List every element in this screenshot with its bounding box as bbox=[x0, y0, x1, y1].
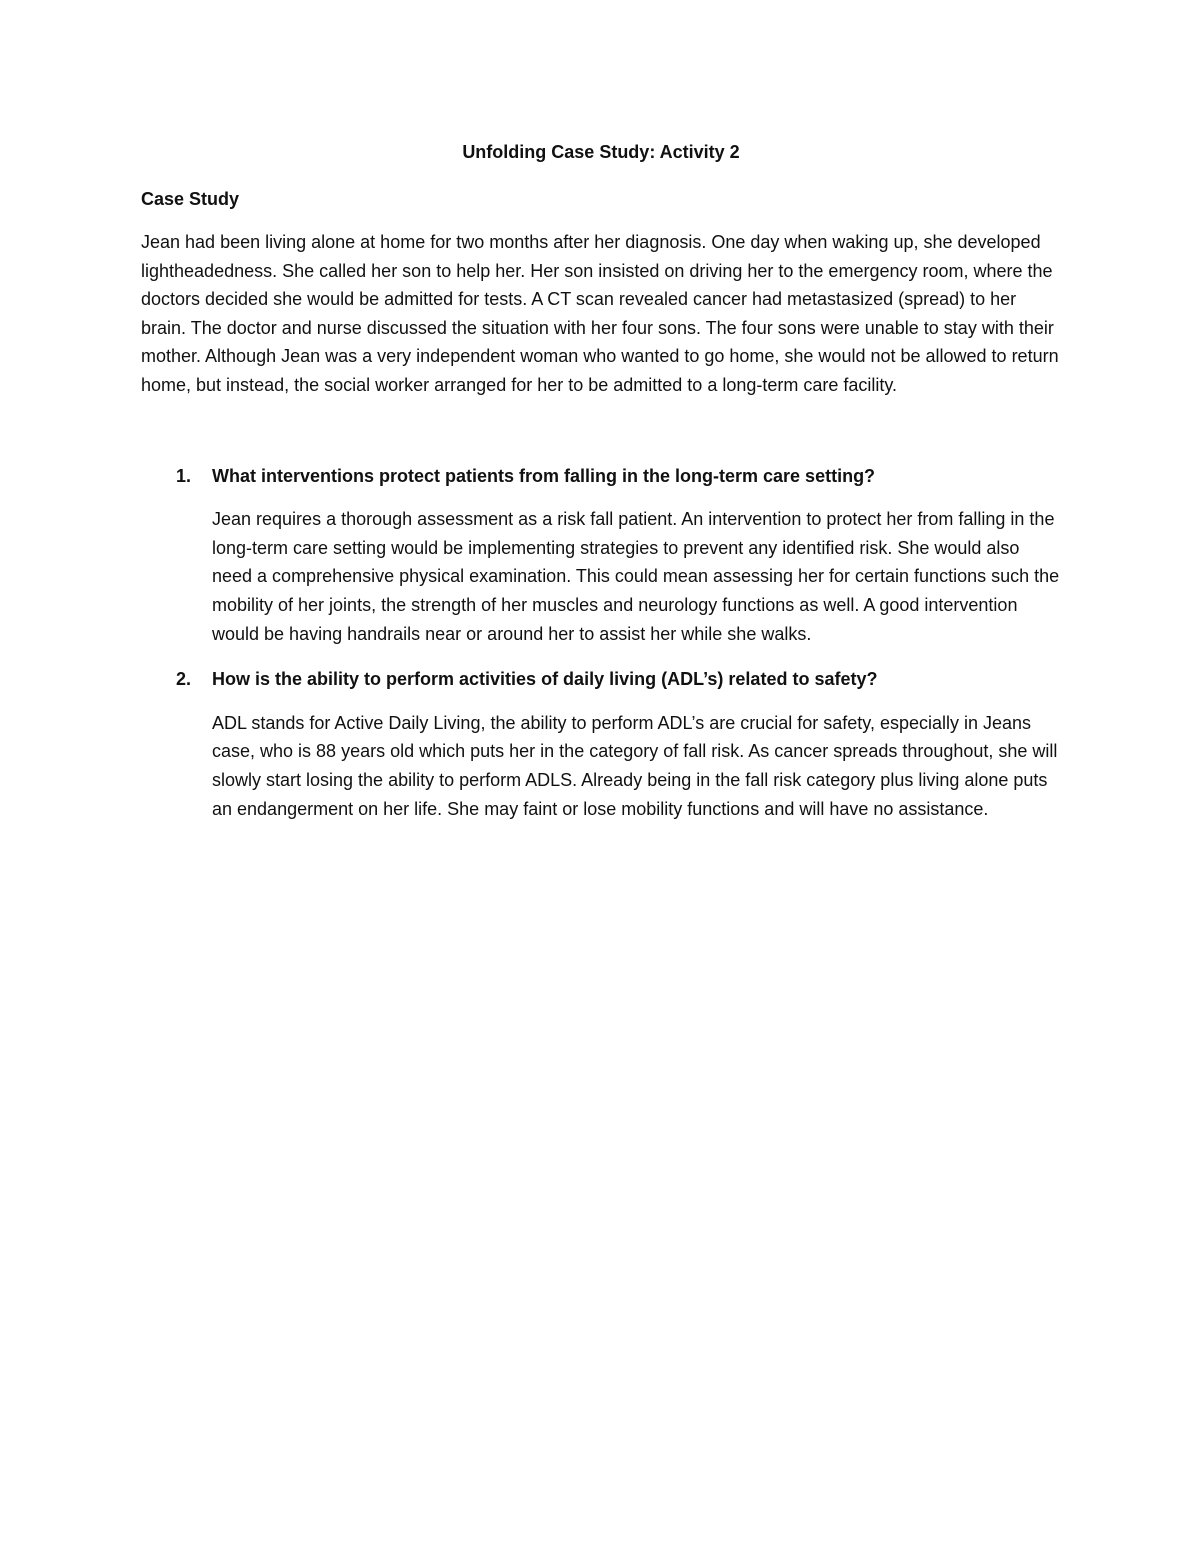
question-item-1 bbox=[141, 462, 1061, 649]
question-text: What interventions protect patients from falling in the long-term care setting? bbox=[212, 465, 876, 486]
question-item-2 bbox=[141, 665, 1061, 823]
question-number: 1. bbox=[176, 465, 192, 486]
question-list bbox=[141, 462, 1061, 824]
document-body bbox=[141, 138, 1061, 823]
question-number: 2. bbox=[176, 669, 192, 690]
answer-paragraph: Jean requires a thorough assessment as a risk fall patient. An intervention to protect her from falling in the long-term care setting would be implementing strategies to prevent any identified risk. She would also need a comprehensive physical examination. This could mean assessing her for certain functions such the mobility of her joints, the strength of her muscles and neurology functions as well. A good intervention would be having handrails near or around her to assist her while she walks. bbox=[212, 509, 1060, 644]
case-study-paragraph: Jean had been living alone at home for two months after her diagnosis. One day when waking up, she developed lightheadedness. She called her son to help her. Her son insisted on driving her to the emergency room, where the doctors decided she would be admitted for tests. A CT scan revealed cancer had metastasized (spread) to her brain. The doctor and nurse discussed the situation with her four sons. The four sons were unable to stay with their mother. Although Jean was a very independent woman who wanted to go home, she would not be allowed to return home, but instead, the social worker arranged for her to be admitted to a long-term care facility. bbox=[141, 232, 1059, 395]
case-study-heading: Case Study bbox=[141, 189, 240, 209]
document-title: Unfolding Case Study: Activity 2 bbox=[462, 142, 740, 162]
answer-paragraph: ADL stands for Active Daily Living, the ability to perform ADL’s are crucial for safety, especially in Jeans case, who is 88 years old which puts her in the category of fall risk. As cancer spreads throughout, she will slowly start losing the ability to perform ADLS. Already being in the fall risk category plus living alone puts an endangerment on her life. She may faint or lose mobility functions and will have no assistance. bbox=[212, 712, 1058, 819]
question-text: How is the ability to perform activities of daily living (ADL’s) related to safety? bbox=[212, 669, 878, 690]
